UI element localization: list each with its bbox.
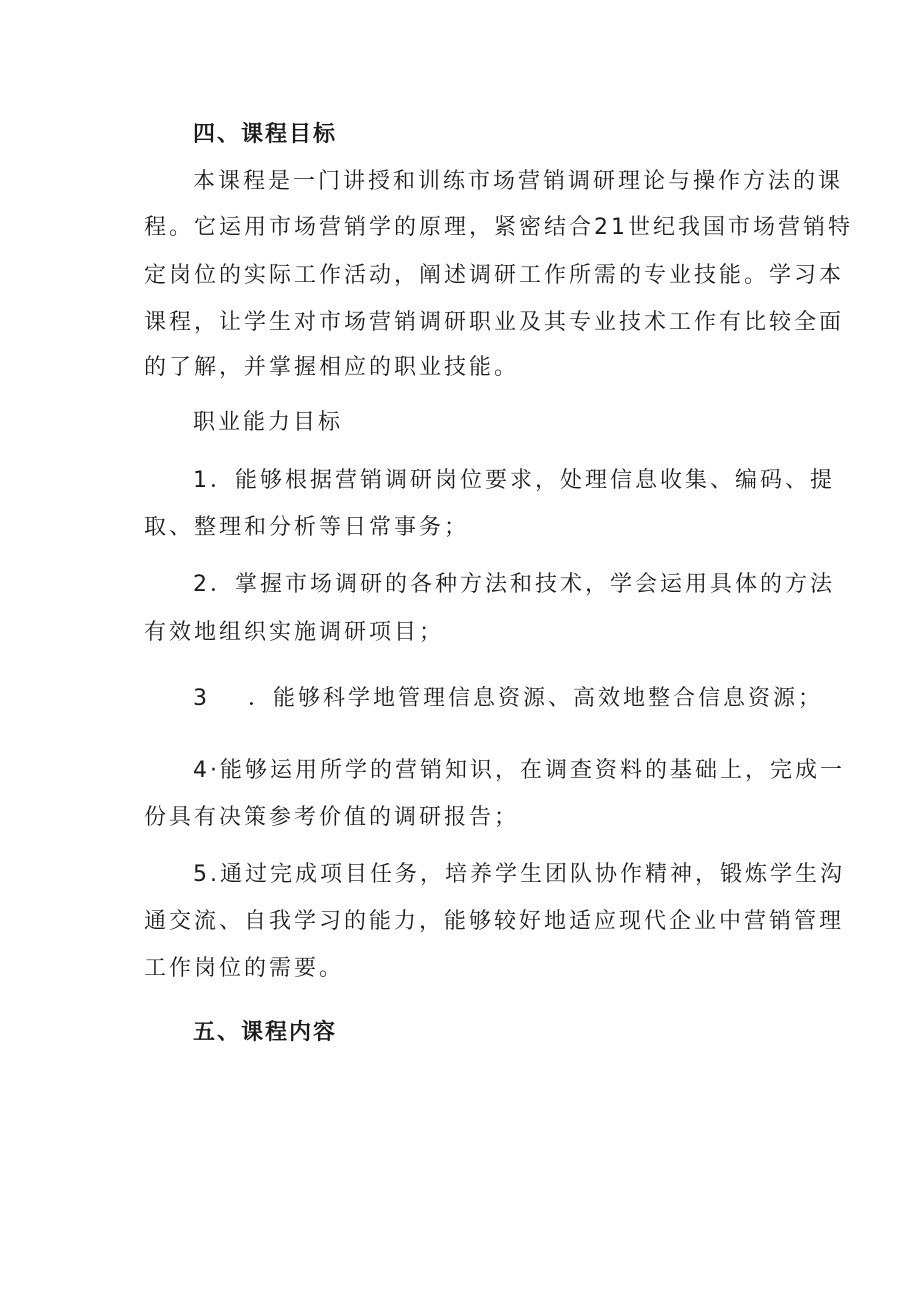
list-item-text: ．能够科学地管理信息资源、高效地整合信息资源； <box>248 686 824 711</box>
list-item-text: .通过完成项目任务，培养学生团队协作精神，锻炼学生沟 <box>210 862 845 887</box>
subheading-vocational-ability-goals: 职业能力目标 <box>193 410 344 435</box>
list-item-1-line <box>193 466 883 496</box>
list-item-2-line: 有效地组织实施调研项目； <box>144 620 445 645</box>
intro-paragraph-line: 的了解，并掌握相应的职业技能。 <box>144 355 520 380</box>
section-heading-course-content: 五、课程内容 <box>193 1020 338 1045</box>
list-item-1-line: 取、整理和分析等日常事务； <box>144 515 470 540</box>
list-item-number: 4 <box>193 758 210 783</box>
list-item-number: 3 <box>193 686 210 711</box>
intro-paragraph-line: 程。它运用市场营销学的原理，紧密结合21世纪我国市场营销特 <box>144 215 853 240</box>
intro-paragraph-line: 课程，让学生对市场营销调研职业及其专业技术工作有比较全面 <box>144 310 845 335</box>
list-item-text: ·能够运用所学的营销知识，在调查资料的基础上，完成一 <box>210 758 845 783</box>
intro-paragraph-line: 本课程是一门讲授和训练市场营销调研理论与操作方法的课 <box>193 169 844 194</box>
list-item-text: ．掌握市场调研的各种方法和技术，学会运用具体的方法 <box>210 572 836 597</box>
list-item-3-line <box>193 684 883 714</box>
section-heading-course-goals: 四、课程目标 <box>193 122 338 147</box>
list-item-5-line: 通交流、自我学习的能力，能够较好地适应现代企业中营销管理 <box>144 909 845 934</box>
list-item-number: 5 <box>193 862 210 887</box>
list-item-4-line: 份具有决策参考价值的调研报告； <box>144 805 520 830</box>
intro-paragraph-line: 定岗位的实际工作活动，阐述调研工作所需的专业技能。学习本 <box>144 263 845 288</box>
list-item-5-line <box>193 860 883 890</box>
list-item-5-line: 工作岗位的需要。 <box>144 956 345 981</box>
list-item-number: 1 <box>193 468 210 493</box>
list-item-number: 2 <box>193 572 210 597</box>
list-item-text: ．能够根据营销调研岗位要求，处理信息收集、编码、提 <box>210 468 836 493</box>
list-item-2-line <box>193 570 883 600</box>
list-item-4-line <box>193 756 883 786</box>
